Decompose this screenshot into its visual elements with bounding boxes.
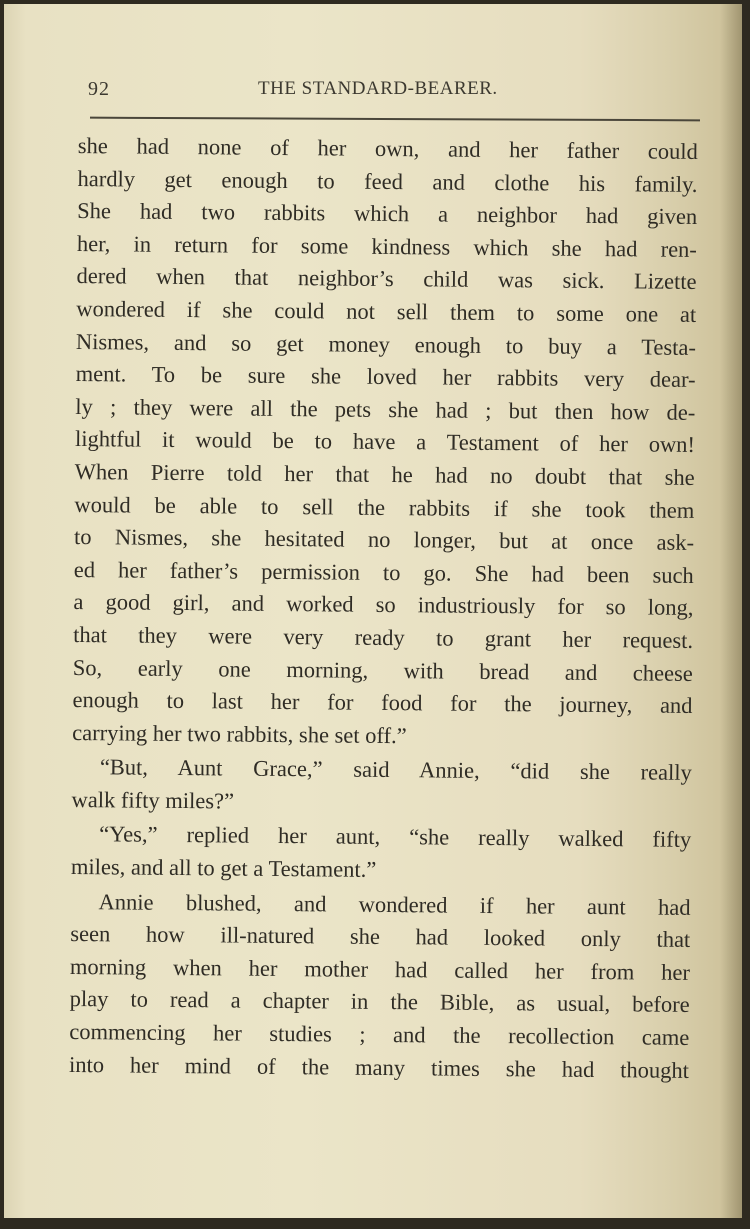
page-edge-shadow bbox=[720, 4, 742, 1218]
text-line: “But, Aunt Grace,” said Annie, “did she really bbox=[99, 754, 692, 786]
text-line: wondered if she could not sell them to some one at bbox=[76, 295, 697, 327]
text-line: she had none of her own, and her father could bbox=[77, 132, 698, 164]
text-line: would be able to sell the rabbits if she took them bbox=[74, 491, 695, 523]
text-line: that they were very ready to grant her request. bbox=[73, 621, 694, 653]
text-line: ly ; they were all the pets she had ; but then how de- bbox=[75, 393, 696, 425]
header-rule bbox=[90, 117, 700, 122]
text-line: lightful it would be to have a Testament of her own! bbox=[74, 426, 696, 458]
text-line: She had two rabbits which a neighbor had given bbox=[77, 198, 698, 230]
page-number: 92 bbox=[88, 78, 110, 100]
text-line: to Nismes, she hesitated no longer, but at once ask- bbox=[73, 524, 695, 556]
text-line: her, in return for some kindness which she had ren- bbox=[76, 230, 698, 262]
text-line: morning when her mother had called her from her bbox=[69, 953, 691, 985]
text-line: “Yes,” replied her aunt, “she really walked fifty bbox=[99, 821, 692, 853]
text-line: ment. To be sure she loved her rabbits very dear- bbox=[75, 361, 696, 393]
text-line: hardly get enough to feed and clothe his family. bbox=[77, 165, 698, 197]
text-line: When Pierre told her that he had no doubt that she bbox=[74, 458, 695, 490]
text-line: seen how ill-natured she had looked only that bbox=[70, 921, 691, 953]
text-line: enough to last her for food for the journey, and bbox=[72, 687, 693, 719]
text-line: So, early one morning, with bread and cheese bbox=[72, 654, 693, 686]
text-line: commencing her studies ; and the recollection came bbox=[69, 1018, 690, 1050]
text-line: into her mind of the many times she had thought bbox=[68, 1051, 690, 1083]
text-line: carrying her two rabbits, she set off.” bbox=[72, 719, 407, 748]
text-line: a good girl, and worked so industriously for so long, bbox=[73, 589, 694, 621]
text-line: dered when that neighbor’s child was sick. Lizette bbox=[76, 263, 697, 295]
text-line: Annie blushed, and wondered if her aunt had bbox=[98, 888, 691, 920]
text-line: walk fifty miles?” bbox=[71, 786, 235, 814]
book-page bbox=[4, 4, 742, 1218]
text-line: play to read a chapter in the Bible, as usual, before bbox=[69, 986, 690, 1018]
running-header bbox=[88, 78, 698, 108]
body-text bbox=[69, 130, 698, 1087]
text-line: ed her father’s permission to go. She had been such bbox=[73, 556, 694, 588]
text-line: miles, and all to get a Testament.” bbox=[70, 854, 377, 882]
running-title: THE STANDARD-BEARER. bbox=[258, 78, 498, 99]
text-line: Nismes, and so get money enough to buy a Testa- bbox=[75, 328, 697, 360]
